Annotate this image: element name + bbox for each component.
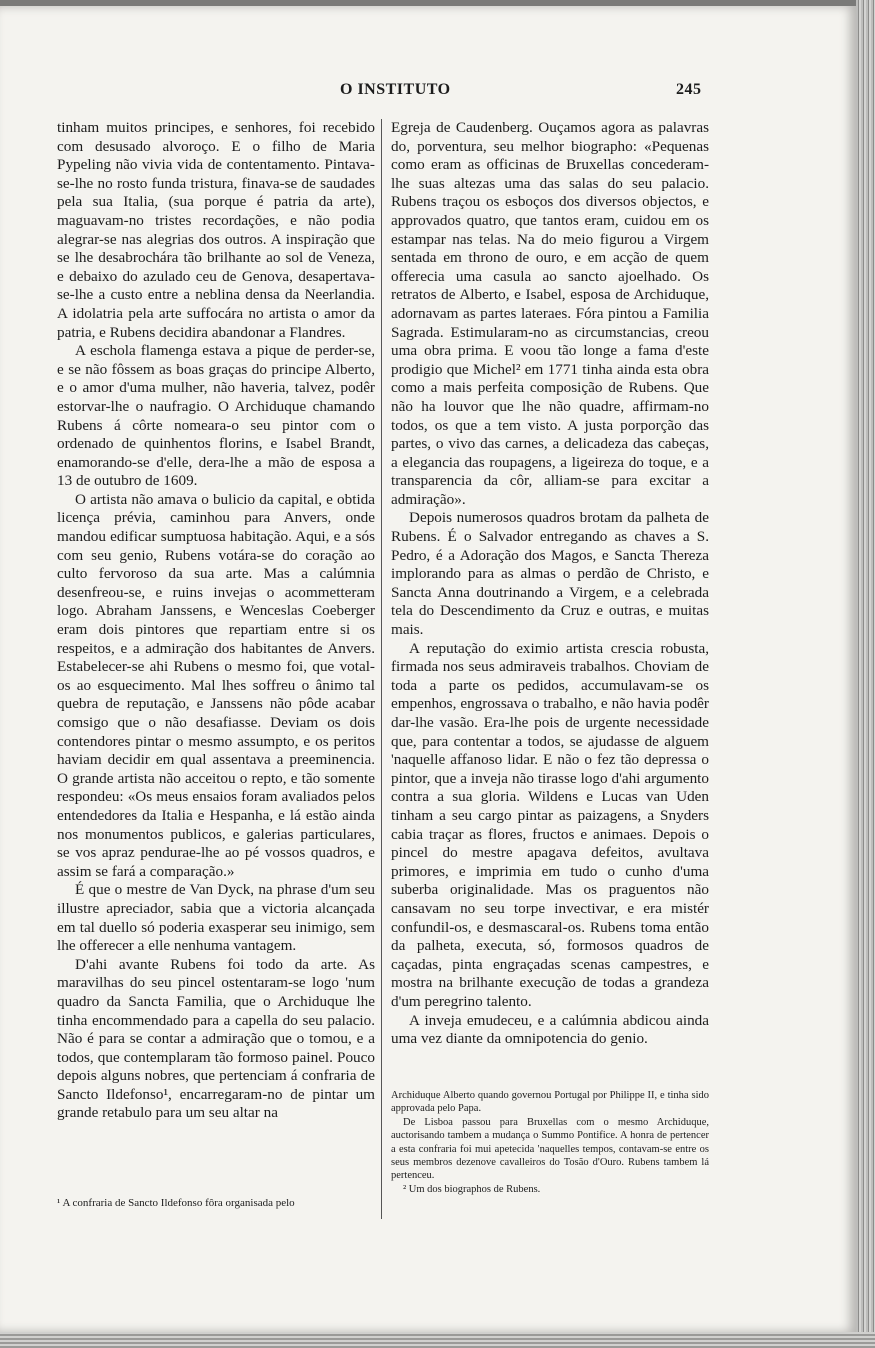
footnote-1: ¹ A confraria de Sancto Ildefonso fôra organisada pelo xyxy=(57,1197,295,1209)
page-stack-edge xyxy=(856,0,875,1348)
paragraph: O artista não amava o bulicio da capital, e obtida licença prévia, caminhou para Anvers, onde mandou edificar sumptuosa habitação. Aqui, e a sós com seu genio, Rubens votára-se do coração ao culto fervoroso da sua arte. Mas a calúmnia desenfreou-se, e ruins invejas o acommetteram logo. Abraham Janssens, e Wenceslas Coeberger eram dois pintores que repartiam entre si os respeitos, e a admiração dos habitantes de Anvers. Estabelecer-se ahi Rubens o mesmo foi, que votal-os ao esquecimento. Mal lhes soffreu o ânimo tal quebra de reputação, e Janssens não pôde acabar comsigo que o não desafiasse. Deviam os dois contendores pintar o mesmo assumpto, e os peritos haviam decidir em qual assentava a preeminencia. O grande artista não acceitou o repto, e tão somente respondeu: «Os meus ensaios foram avaliados pelos entendedores da Italia e Hespanha, e lá estão ainda nos monumentos publicos, e galerias particulares, se vos apraz pendurae-lhe ao pé vossos quadros, e assim se fará a comparação.» xyxy=(57,490,375,880)
column-divider xyxy=(381,119,382,1219)
footnote-continuation: De Lisboa passou para Bruxellas com o mesmo Archiduque, auctorisando tambem a mudança o Summo Pontifice. A honra de pertencer a esta confraria foi mui apetecida 'naquelles tempos, contavam-se entre os seus membros dezenove cavalleiros do Tosão d'Ouro. Rubens tambem lá pertenceu. xyxy=(391,1116,709,1182)
paragraph: É que o mestre de Van Dyck, na phrase d'um seu illustre apreciador, sabia que a victoria alcançada em tal duello só poderia exasperar seu inimigo, sem lhe offerecer a elle nenhuma vantagem. xyxy=(57,881,375,955)
paragraph: A eschola flamenga estava a pique de perder-se, e se não fôssem as boas graças do principe Alberto, e o amor d'uma mulher, não haveria, talvez, podêr estorvar-lhe o naufragio. O Archiduque chamando Rubens á côrte nomeara-o seu pintor com o ordenado de quinhentos florins, e Isabel Brandt, enamorando-se d'elle, dera-lhe a mão de esposa a 13 de outubro de 1609. xyxy=(57,342,375,490)
paragraph: A inveja emudeceu, e a calúmnia abdicou ainda uma vez diante da omnipotencia do genio. xyxy=(391,1011,709,1048)
right-column xyxy=(391,119,709,1049)
paragraph: Depois numerosos quadros brotam da palheta de Rubens. É o Salvador entregando as chaves a S. Pedro, é a Adoração dos Magos, e Sancta Thereza implorando para as almas o perdão de Christo, e Sancta Anna doutrinando a Virgem, e a celebrada tela do Descendimento da Cruz e outras, e muitas mais. xyxy=(391,509,709,639)
paragraph: A reputação do eximio artista crescia robusta, firmada nos seus admiraveis trabalhos. Choviam de toda a parte os pedidos, accumulavam-se os empenhos, engrossava o trabalho, e não havia podêr dar-lhe vasão. Era-lhe pois de urgente necessidade que, para contentar a todos, se ajudasse de alguem 'naquelle affanoso lidar. E não o fez tão depressa o pintor, que a inveja não tirasse logo d'ahi argumento contra a sua gloria. Wildens e Lucas van Uden tinham a seu cargo pintar as paizagens, a Snyders cabia traçar as flores, fructos e animaes. Depois o pincel do mestre apagava defeitos, avultava primores, e imprimia em tudo o cunho d'uma suberba originalidade. Mas os praguentos não cansavam no seu torpe invectivar, e era mistér confundil-os, e desmascaral-os. Rubens toma então da palheta, executa, só, formosos quadros de caçadas, pinta engraçadas scenas campestres, e mostra na brilhante execução de todas a grandeza d'um peregrino talento. xyxy=(391,639,709,1010)
paragraph: tinham muitos principes, e senhores, foi recebido com desusado alvoroço. E o filho de Maria Pypeling não vivia vida de contentamento. Pintava-se-lhe no rosto funda tristura, finava-se de saudades pela sua Italia, (sua porque é patria da arte), maguavam-no tristes recordações, e não podia alegrar-se nas alegrias dos outros. A inspiração que se lhe desabrochára tão brilhante ao sol de Veneza, e debaixo do azulado ceu de Genova, desapertava-se-lhe a custo entre a neblina densa da Neerlandia. A idolatria pela arte suffocára no artista o amor da patria, e Rubens decidira abandonar a Flandres. xyxy=(57,119,375,341)
left-column xyxy=(57,119,375,1123)
page-number: 245 xyxy=(676,81,702,98)
book-page xyxy=(0,6,856,1332)
footnote-continuation: Archiduque Alberto quando governou Portugal por Philippe II, e tinha sido approvada pelo Papa. xyxy=(391,1090,709,1115)
running-header xyxy=(0,78,856,102)
page-bottom-edge xyxy=(0,1332,875,1348)
running-title: O INSTITUTO xyxy=(340,81,451,98)
paragraph: D'ahi avante Rubens foi todo da arte. As maravilhas do seu pincel ostentaram-se logo 'num quadro da Sancta Familia, que o Archiduque lhe tinha encommendado para a capella do seu palacio. Não é para se contar a admiração que o tomou, e a todos, que contemplaram tão formoso painel. Pouco depois alguns nobres, que pertenciam á confraria de Sancto Ildefonso¹, encarregaram-no de pintar um grande retabulo para um seu altar na xyxy=(57,955,375,1122)
footnotes-right xyxy=(391,1089,709,1196)
footnote-2: ² Um dos biographos de Rubens. xyxy=(403,1183,541,1195)
paragraph: Egreja de Caudenberg. Ouçamos agora as palavras do, porventura, seu melhor biographo: «Pequenas como eram as officinas de Bruxellas concederam-lhe suas altezas uma das salas do seu palacio. Rubens traçou os esboços dos diversos objectos, e approvados quatro, que tantos eram, cuidou em os estampar nas telas. Na do meio figurou a Virgem sentada em throno de ouro, e em acção de quem offerecia uma casula ao sancto ajoelhado. Os retratos de Alberto, e Isabel, esposa de Archiduque, adornavam as partes lateraes. Fóra pintou a Familia Sagrada. Estimularam-no as circumstancias, creou uma obra prima. E voou tão longe a fama d'este prodigio que Michel² em 1771 tinha ainda esta obra como a mais perfeita composição de Rubens. Que não ha louvor que lhe não quadre, affirmam-no todos, os que a tem visto. A justa porporção das partes, o vivo das carnes, a delicadeza das cabeças, a elegancia das roupagens, a ligeireza do toque, e a transparencia da côr, alliam-se para excitar a admiração». xyxy=(391,119,709,508)
